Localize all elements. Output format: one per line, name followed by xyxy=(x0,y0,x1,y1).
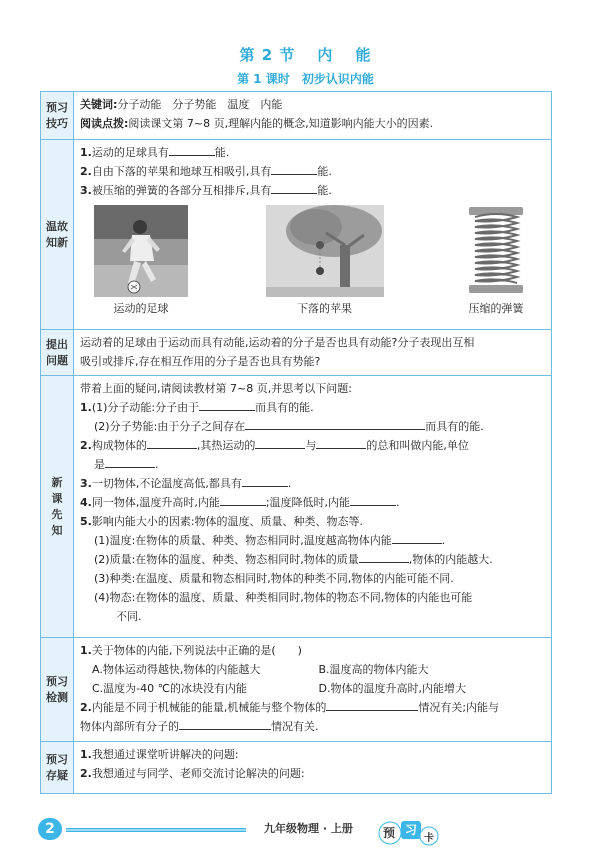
raise-question-content xyxy=(74,330,552,376)
illustrations xyxy=(80,200,545,318)
answer-blank[interactable] xyxy=(105,456,155,468)
question-text: 能. xyxy=(317,165,332,178)
raise-question-row xyxy=(41,330,552,376)
preview-check-row xyxy=(41,638,552,742)
option-d[interactable]: D.物体的温度升高时,内能增大 xyxy=(318,682,466,695)
question-text: ,其热运动的 xyxy=(196,439,256,452)
spring-caption: 压缩的弹簧 xyxy=(468,302,524,315)
badge-char: 卡 xyxy=(424,833,434,844)
page-number: 2 xyxy=(38,818,62,840)
question-number: 4. xyxy=(80,496,92,509)
answer-blank[interactable] xyxy=(359,551,409,563)
label-line: 课 xyxy=(51,491,63,505)
question-number: 2. xyxy=(80,165,92,178)
question-number: 1. xyxy=(80,644,92,657)
label-line: 知 xyxy=(51,523,63,537)
question-text: 我想通过课堂听讲解决的问题: xyxy=(91,748,239,761)
apple-caption: 下落的苹果 xyxy=(297,302,352,315)
label-line: 问题 xyxy=(46,353,68,367)
label-line: 知新 xyxy=(46,235,68,249)
question-text: 的总和叫做内能,单位 xyxy=(366,439,469,452)
question-paragraph-line: 吸引或排斥,存在相互作用的分子是否也具有势能? xyxy=(80,355,321,368)
question-text: 关于物体的内能,下列说法中正确的是( ) xyxy=(91,644,302,657)
label-line: 存疑 xyxy=(46,768,68,782)
answer-blank[interactable] xyxy=(199,399,255,411)
question-number: 2. xyxy=(80,701,92,714)
question-text: 与 xyxy=(305,439,317,452)
check-q2-cont xyxy=(80,717,545,736)
preview-tips-row xyxy=(41,92,552,140)
preview-check-content xyxy=(74,638,552,742)
question-text: (1)温度:在物体的质量、种类、物态相同时,温度越高物体内能 xyxy=(94,534,392,547)
answer-blank[interactable] xyxy=(179,718,271,730)
check-q1 xyxy=(80,641,545,660)
answer-blank[interactable] xyxy=(271,182,317,194)
question-number: 1. xyxy=(80,748,92,761)
option-a[interactable]: A.物体运动得越快,物体的内能越大 xyxy=(92,663,261,676)
raise-question-label xyxy=(41,330,74,376)
review-row xyxy=(41,140,552,330)
option-b[interactable]: B.温度高的物体内能大 xyxy=(318,663,429,676)
lesson-q3 xyxy=(80,474,545,493)
answer-blank[interactable] xyxy=(245,418,425,430)
lesson-q5-4: (4)物态:在物体的温度、质量、种类相同时,物体的物态不同,物体的内能也可能 xyxy=(94,591,473,604)
preview-doubts-content xyxy=(74,742,552,794)
page-footer xyxy=(38,818,578,846)
answer-blank[interactable] xyxy=(326,699,418,711)
lesson-q5-2 xyxy=(80,550,545,569)
title-char-1: 内 xyxy=(317,46,334,64)
check-q2 xyxy=(80,698,545,717)
question-text: 自由下落的苹果和地球互相吸引,具有 xyxy=(91,165,272,178)
question-text: 影响内能大小的因素:物体的温度、质量、种类、物态等. xyxy=(91,515,364,528)
answer-blank[interactable] xyxy=(255,437,305,449)
worksheet-table xyxy=(40,91,552,794)
question-text: 能. xyxy=(317,184,332,197)
doubt-1[interactable] xyxy=(80,745,545,764)
question-text: . xyxy=(396,496,400,509)
question-text: . xyxy=(155,458,159,471)
question-text: 内能是不同于机械能的能量,机械能与整个物体的 xyxy=(91,701,327,714)
answer-blank[interactable] xyxy=(220,494,266,506)
keywords-text: 分子动能 分子势能 温度 内能 xyxy=(117,98,283,111)
football-caption: 运动的足球 xyxy=(113,302,169,315)
question-text: 构成物体的 xyxy=(91,439,147,452)
answer-blank[interactable] xyxy=(350,494,396,506)
preview-tips-content xyxy=(74,92,552,140)
section-number: 第 2 节 xyxy=(239,46,296,64)
question-text: 情况有关;内能与 xyxy=(418,701,500,714)
preview-doubts-row xyxy=(41,742,552,794)
question-text: 能. xyxy=(214,146,230,159)
doubt-2[interactable] xyxy=(80,764,545,783)
check-q1-options xyxy=(80,660,545,698)
question-text: (1)分子动能:分子由于 xyxy=(91,401,200,414)
football-figure xyxy=(94,205,188,318)
lesson-q5 xyxy=(80,512,545,531)
question-text: 而具有的能. xyxy=(255,401,314,414)
option-c[interactable]: C.温度为-40 ℃的冰块没有内能 xyxy=(92,682,247,695)
footer-decoration xyxy=(66,828,246,832)
label-line: 先 xyxy=(51,507,63,521)
lesson-q2-cont xyxy=(80,455,545,474)
question-text: 被压缩的弹簧的各部分互相排斥,具有 xyxy=(91,184,272,197)
reading-tip-line xyxy=(80,114,545,133)
lesson-number: 第 1 课时 xyxy=(237,72,290,86)
review-q3 xyxy=(80,181,545,200)
label-line: 检测 xyxy=(46,690,68,704)
question-paragraph-line: 运动着的足球由于运动而具有动能,运动着的分子是否也具有动能?分子表现出互相 xyxy=(80,336,475,349)
answer-blank[interactable] xyxy=(242,475,288,487)
compressed-spring-image xyxy=(461,205,531,297)
question-text: 而具有的能. xyxy=(425,420,484,433)
question-text: 一切物体,不论温度高低,都具有 xyxy=(91,477,242,490)
question-text: . xyxy=(287,477,292,490)
keywords-line xyxy=(80,95,545,114)
label-line: 预习 xyxy=(46,752,68,766)
lesson-q1-2 xyxy=(80,417,545,436)
preview-doubts-label xyxy=(41,742,74,794)
answer-blank[interactable] xyxy=(271,163,317,175)
reading-tip-label: 阅读点拨: xyxy=(80,117,129,130)
book-title: 九年级物理 · 上册 xyxy=(264,822,353,835)
answer-blank[interactable] xyxy=(169,144,215,156)
question-number: 1. xyxy=(80,146,92,159)
question-number: 5. xyxy=(80,515,92,528)
question-text: 我想通过与同学、老师交流讨论解决的问题: xyxy=(91,767,305,780)
answer-blank[interactable] xyxy=(147,437,197,449)
label-line: 提出 xyxy=(46,337,68,351)
question-text: . xyxy=(441,534,446,547)
answer-blank[interactable] xyxy=(392,532,442,544)
question-text: ;温度降低时,内能 xyxy=(265,496,351,509)
title-char-2: 能 xyxy=(355,46,372,64)
lesson-q5-1 xyxy=(80,531,545,550)
label-line: 技巧 xyxy=(46,116,68,130)
question-number: 2. xyxy=(80,767,92,780)
answer-blank[interactable] xyxy=(316,437,366,449)
apple-figure xyxy=(266,205,384,318)
review-label xyxy=(41,140,74,330)
lesson-q1-1 xyxy=(80,398,545,417)
lesson-intro: 带着上面的疑问,请阅读教材第 7~8 页,并思考以下问题: xyxy=(80,382,352,395)
lesson-q2 xyxy=(80,436,545,455)
question-number: 2. xyxy=(80,439,92,452)
reading-tip-text: 阅读课文第 7~8 页,理解内能的概念,知道影响内能大小的因素. xyxy=(128,117,434,130)
new-lesson-row xyxy=(41,376,552,638)
question-number: 3. xyxy=(80,477,92,490)
spring-figure xyxy=(461,205,531,318)
badge-char: 预 xyxy=(383,826,396,840)
keywords-label: 关键词: xyxy=(80,98,118,111)
preview-card-badge xyxy=(378,818,440,846)
review-q2 xyxy=(80,162,545,181)
question-text: 同一物体,温度升高时,内能 xyxy=(91,496,220,509)
new-lesson-label xyxy=(41,376,74,638)
question-text: ,物体的内能越大. xyxy=(408,553,493,566)
lesson-q5-4-cont: 不同. xyxy=(116,610,142,623)
new-lesson-content xyxy=(74,376,552,638)
review-q1 xyxy=(80,143,545,162)
question-text: (2)质量:在物体的温度、种类、物态相同时,物体的质量 xyxy=(94,553,359,566)
label-line: 预习 xyxy=(46,674,68,688)
badge-char: 习 xyxy=(405,823,418,837)
lesson-q5-3: (3)种类:在温度、质量和物态相同时,物体的种类不同,物体的内能可能不同. xyxy=(94,572,454,585)
label-line: 温故 xyxy=(46,219,68,233)
lesson-subtitle xyxy=(0,70,611,87)
question-text: 情况有关. xyxy=(271,720,319,733)
label-line: 新 xyxy=(51,475,63,489)
question-text: 运动的足球具有 xyxy=(91,146,169,159)
label-line: 预习 xyxy=(46,100,68,114)
section-title xyxy=(0,44,611,65)
apple-tree-image xyxy=(266,205,384,297)
question-text: 物体内部所有分子的 xyxy=(80,720,179,733)
question-number: 3. xyxy=(80,184,92,197)
review-content xyxy=(74,140,552,330)
question-text: 是 xyxy=(94,458,105,471)
lesson-q4 xyxy=(80,493,545,512)
football-player-image xyxy=(94,205,188,297)
preview-tips-label xyxy=(41,92,74,140)
question-text: (2)分子势能:由于分子之间存在 xyxy=(94,420,246,433)
lesson-title: 初步认识内能 xyxy=(301,72,374,86)
question-number: 1. xyxy=(80,401,92,414)
preview-check-label xyxy=(41,638,74,742)
